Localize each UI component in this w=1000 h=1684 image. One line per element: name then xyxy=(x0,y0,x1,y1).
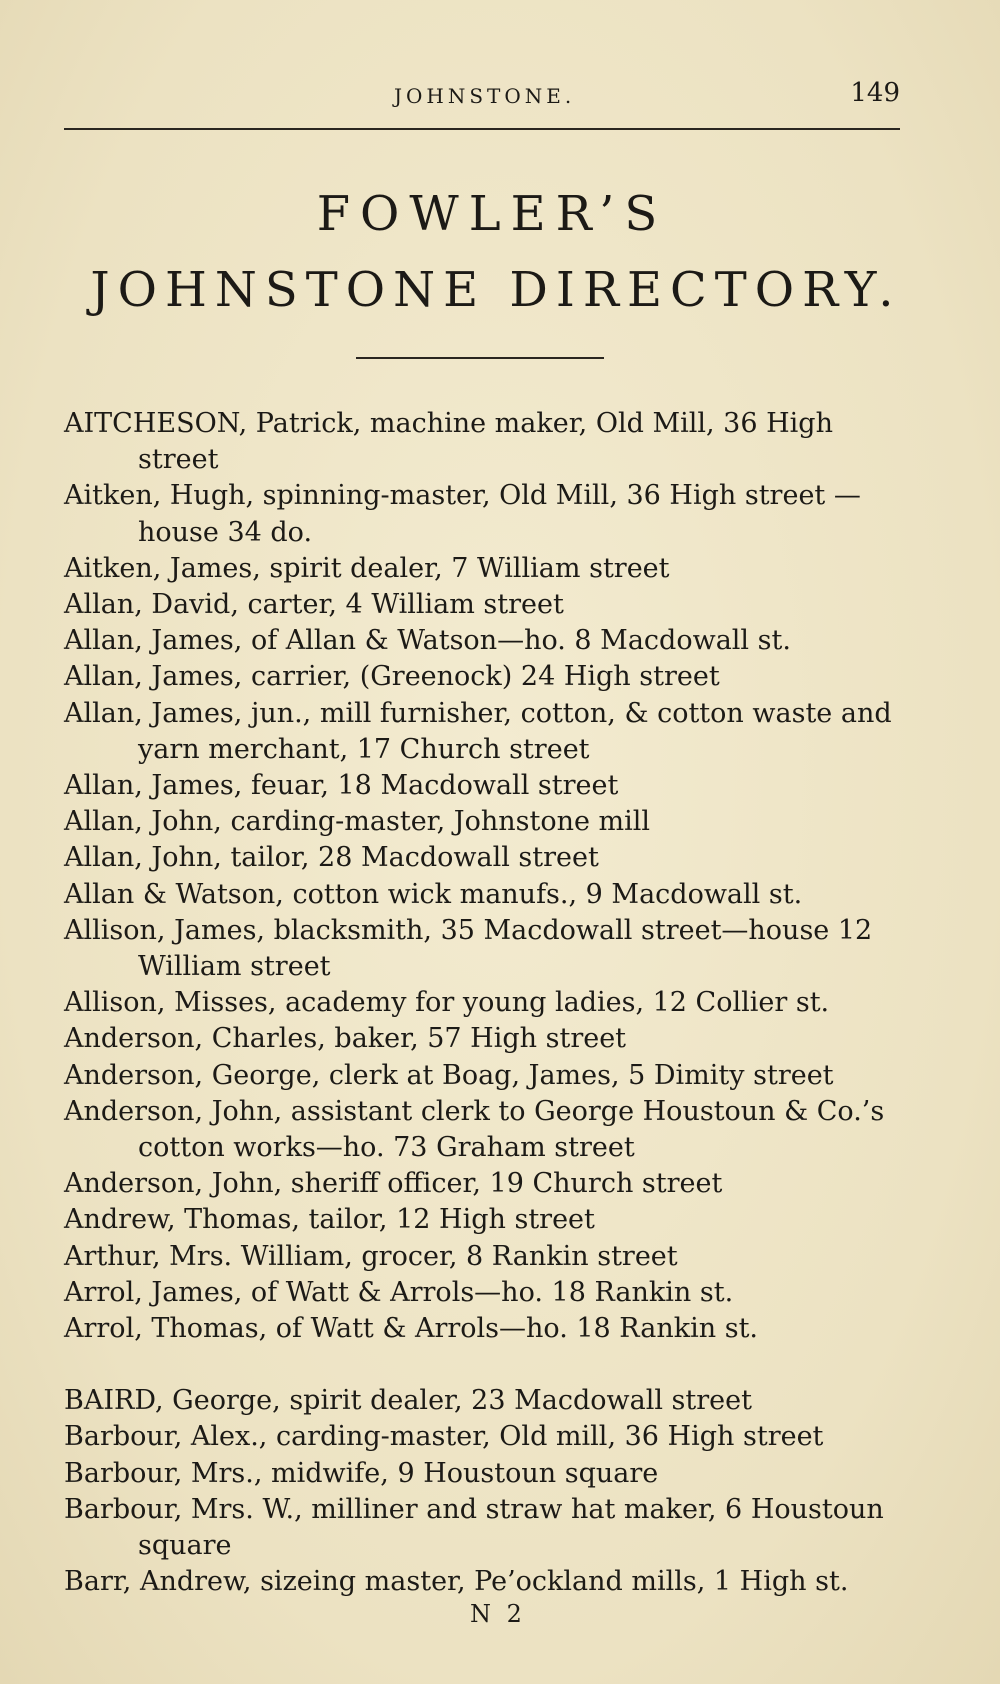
directory-entry: Barbour, Mrs. W., milliner and straw hat maker, 6 Houstoun square xyxy=(64,1493,884,1562)
directory-entry: BAIRD, George, spirit dealer, 23 Macdowall street xyxy=(64,1385,752,1417)
directory-entry: Aitken, Hugh, spinning-master, Old Mill, 36 High street —house 34 do. xyxy=(64,480,861,548)
directory-entry: Allan & Watson, cotton wick manufs., 9 Macdowall st. xyxy=(64,878,803,910)
header-rule xyxy=(64,128,900,130)
directory-entry: Anderson, George, clerk at Boag, James, 5 Dimity street xyxy=(64,1059,834,1091)
directory-entry: Allan, John, tailor, 28 Macdowall street xyxy=(64,842,599,874)
title-line-1: FOWLER’S xyxy=(316,186,668,242)
directory-entry: Aitken, James, spirit dealer, 7 William street xyxy=(64,552,670,584)
directory-entry: Anderson, John, assistant clerk to George Houstoun & Co.’s cotton works—ho. 73 Graham street xyxy=(64,1095,885,1164)
directory-entry: Arrol, Thomas, of Watt & Arrols—ho. 18 Rankin st. xyxy=(64,1313,758,1345)
directory-entry: Andrew, Thomas, tailor, 12 High street xyxy=(64,1204,595,1236)
running-head: JOHNSTONE. xyxy=(394,84,576,108)
page-header xyxy=(64,72,900,112)
directory-entry: Barbour, Alex., carding-master, Old mill, 36 High street xyxy=(64,1421,824,1453)
directory-entry: Arrol, James, of Watt & Arrols—ho. 18 Rankin st. xyxy=(64,1276,734,1308)
directory-entry: Barr, Andrew, sizeing master, Pe’ockland mills, 1 High st. xyxy=(64,1566,849,1598)
directory-entries xyxy=(64,406,920,1601)
directory-entry: Barbour, Mrs., midwife, 9 Houstoun square xyxy=(64,1457,659,1489)
directory-entry: Allan, James, feuar, 18 Macdowall street xyxy=(64,770,619,802)
directory-entry: Anderson, Charles, baker, 57 High street xyxy=(64,1023,627,1055)
directory-entry: Arthur, Mrs. William, grocer, 8 Rankin street xyxy=(64,1240,678,1272)
directory-entry: Allan, John, carding-master, Johnstone mill xyxy=(64,806,651,838)
title-rule xyxy=(356,357,604,359)
directory-entry: Anderson, John, sheriff officer, 19 Church street xyxy=(64,1168,723,1200)
page-number: 149 xyxy=(850,78,900,108)
directory-entry: Allan, James, carrier, (Greenock) 24 High street xyxy=(64,661,720,693)
signature-mark: N 2 xyxy=(470,1600,526,1628)
title-line-2: JOHNSTONE DIRECTORY. xyxy=(90,262,902,318)
directory-entry: Allan, David, carter, 4 William street xyxy=(64,589,564,621)
directory-entry: Allan, James, of Allan & Watson—ho. 8 Macdowall st. xyxy=(64,625,791,657)
directory-entry: Allan, James, jun., mill furnisher, cotton, & cotton waste and yarn merchant, 17 Church street xyxy=(64,697,892,765)
directory-entry: Allison, James, blacksmith, 35 Macdowall street—house 12 William street xyxy=(64,914,873,983)
directory-entry: Allison, Misses, academy for young ladies, 12 Collier st. xyxy=(64,987,830,1019)
directory-entry: AITCHESON, Patrick, machine maker, Old Mill, 36 High street xyxy=(64,408,833,476)
section-gap xyxy=(64,1347,920,1383)
